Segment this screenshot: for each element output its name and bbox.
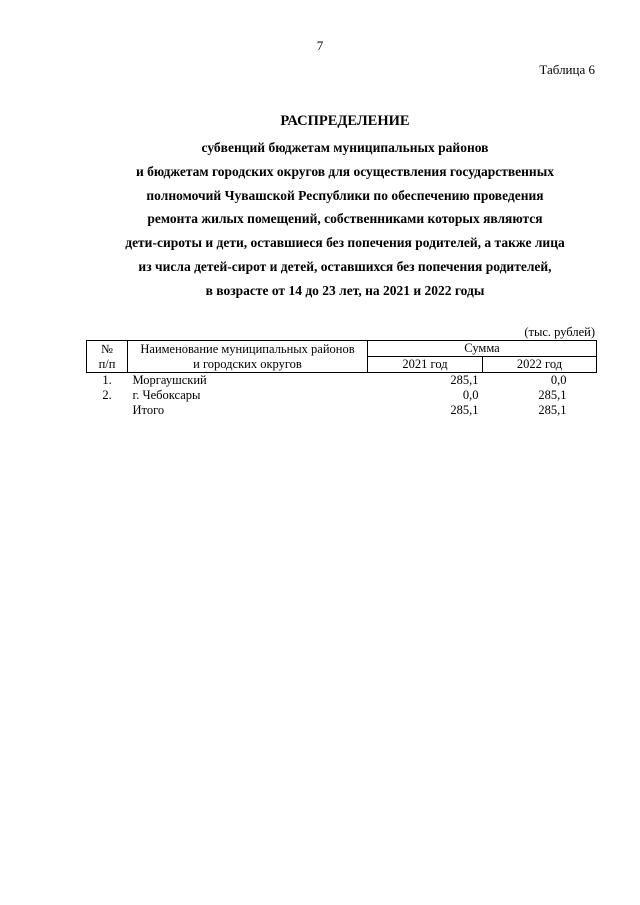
header-sum: Сумма bbox=[368, 341, 597, 357]
header-number bbox=[87, 341, 128, 373]
header-number-line2: п/п bbox=[98, 356, 116, 371]
row-value-2021: 285,1 bbox=[450, 403, 479, 417]
table-label: Таблица 6 bbox=[539, 62, 595, 77]
title-line-1: субвенций бюджетам муниципальных районов bbox=[201, 140, 489, 155]
title-line-6: из числа детей-сирот и детей, оставшихся без попечения родителей, bbox=[138, 258, 552, 274]
header-number-line1: № bbox=[101, 341, 113, 356]
title-line-2: и бюджетам городских округов для осуществления государственных bbox=[136, 163, 554, 179]
row-name: Итого bbox=[132, 403, 165, 417]
row-number: 1. bbox=[102, 373, 112, 387]
row-value-2022: 285,1 bbox=[538, 403, 567, 417]
header-year-2022: 2022 год bbox=[483, 357, 597, 373]
table-row-total bbox=[87, 403, 597, 418]
page-number: 7 bbox=[316, 38, 324, 53]
table-row bbox=[87, 373, 597, 389]
row-value-2022: 0,0 bbox=[550, 373, 567, 387]
subvention-table bbox=[86, 340, 597, 418]
row-name: Моргаушский bbox=[132, 373, 207, 387]
header-name bbox=[128, 341, 368, 373]
units-label: (тыс. рублей) bbox=[524, 325, 595, 339]
title-line-7: в возрасте от 14 до 23 лет, на 2021 и 2022 годы bbox=[205, 282, 485, 298]
table-row bbox=[87, 388, 597, 403]
header-year-2021: 2021 год bbox=[368, 357, 483, 373]
title-main: РАСПРЕДЕЛЕНИЕ bbox=[280, 113, 410, 129]
row-value-2022: 285,1 bbox=[538, 388, 567, 402]
row-name: г. Чебоксары bbox=[132, 388, 201, 402]
row-value-2021: 285,1 bbox=[450, 373, 479, 387]
title-line-3: полномочий Чувашской Республики по обеспечению проведения bbox=[146, 187, 544, 203]
row-number: 2. bbox=[102, 388, 112, 402]
row-number bbox=[87, 403, 128, 418]
row-value-2021: 0,0 bbox=[462, 388, 479, 402]
title-line-5: дети-сироты и дети, оставшиеся без попечения родителей, а также лица bbox=[125, 235, 565, 251]
title-line-4: ремонта жилых помещений, собственниками которых являются bbox=[147, 211, 543, 227]
header-name-line1: Наименование муниципальных районов bbox=[140, 341, 355, 356]
header-name-line2: и городских округов bbox=[193, 356, 302, 371]
document-title bbox=[60, 112, 630, 303]
